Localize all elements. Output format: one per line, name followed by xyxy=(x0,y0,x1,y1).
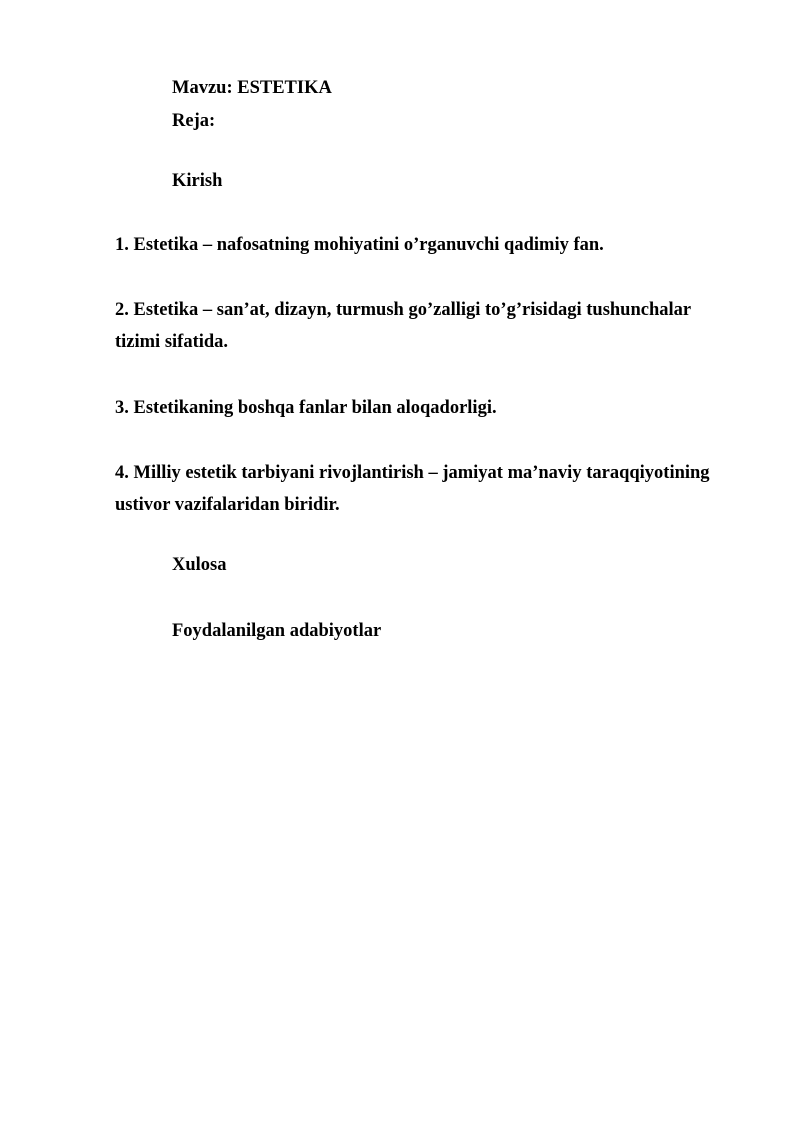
plan-item-1: 1. Estetika – nafosatning mohiyatini o’rganuvchi qadimiy fan. xyxy=(115,235,604,255)
intro-heading: Kirish xyxy=(172,171,223,191)
topic-heading: Mavzu: ESTETIKA xyxy=(172,78,332,98)
plan-item-4-line-1: 4. Milliy estetik tarbiyani rivojlantirish – jamiyat ma’naviy taraqqiyotining xyxy=(115,463,710,483)
conclusion-heading: Xulosa xyxy=(172,555,227,575)
plan-item-2-line-1: 2. Estetika – san’at, dizayn, turmush go’zalligi to’g’risidagi tushunchalar xyxy=(115,300,692,320)
plan-item-3: 3. Estetikaning boshqa fanlar bilan aloqadorligi. xyxy=(115,398,497,418)
plan-item-4-line-2: ustivor vazifalaridan biridir. xyxy=(115,495,340,515)
plan-item-2-line-2: tizimi sifatida. xyxy=(115,332,229,352)
references-heading: Foydalanilgan adabiyotlar xyxy=(172,621,382,641)
plan-label: Reja: xyxy=(172,111,216,131)
